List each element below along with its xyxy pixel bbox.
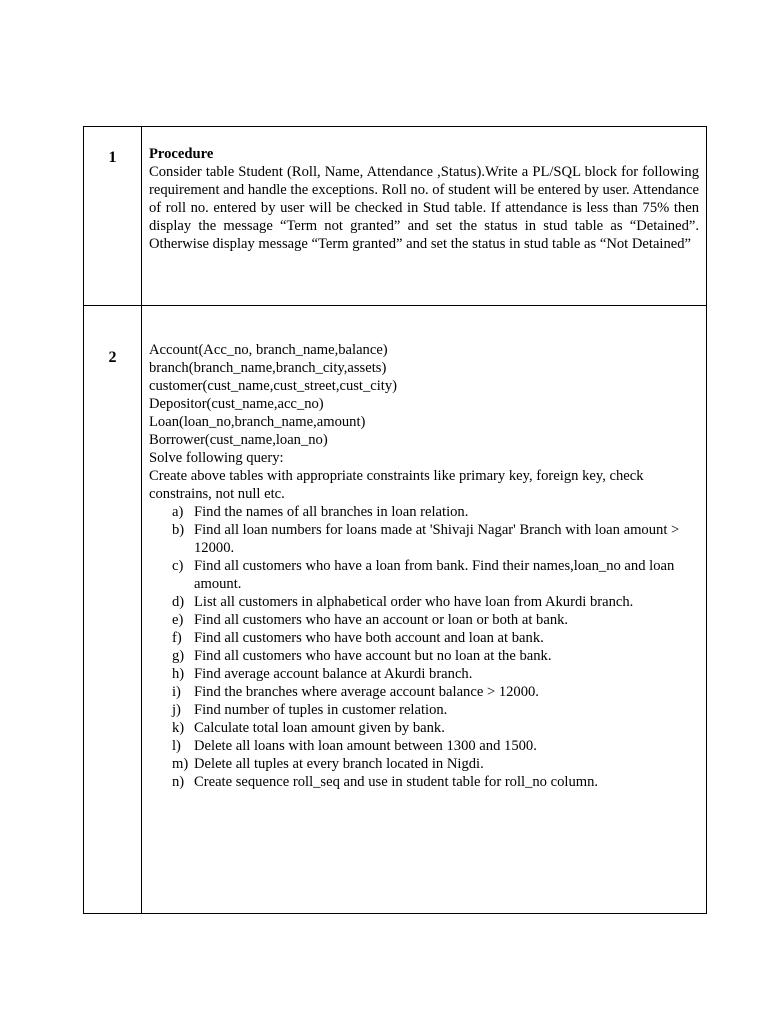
- list-marker: j): [172, 702, 181, 718]
- schema-list: [149, 341, 699, 449]
- query-text: Delete all tuples at every branch located in Nigdi.: [194, 756, 484, 772]
- solve-label: Solve following query:: [149, 450, 284, 466]
- list-marker: k): [172, 720, 185, 736]
- list-item: [172, 773, 699, 791]
- query-list: [149, 503, 699, 791]
- procedure-text: Consider table Student (Roll, Name, Attendance ,Status).Write a PL/SQL block for following requirement and handle the exceptions. Roll no. of student will be entered by user. Attendance of roll no. entered by user will be checked in Stud table. If attendance is less than 75% then display the message “Term not granted” and set the status in stud table as “Detained”. Otherwise display message “Term granted” and set the status in stud table as “Not Detained”: [149, 164, 699, 252]
- row-number-cell: [84, 306, 142, 914]
- schema-line: Account(Acc_no, branch_name,balance): [149, 342, 388, 358]
- list-marker: a): [172, 504, 184, 520]
- list-marker: m): [172, 756, 189, 772]
- query-text: Create sequence roll_seq and use in student table for roll_no column.: [194, 774, 599, 790]
- list-marker: c): [172, 558, 184, 574]
- query-text: Find all customers who have both account and loan at bank.: [194, 630, 544, 646]
- query-text: Find average account balance at Akurdi branch.: [194, 666, 473, 682]
- query-text: Find the branches where average account balance > 12000.: [194, 684, 539, 700]
- instruction-text: Create above tables with appropriate constraints like primary key, foreign key, check constrains, not null etc.: [149, 468, 644, 502]
- query-text: Find all customers who have a loan from bank. Find their names,loan_no and loan amount.: [194, 558, 675, 592]
- list-marker: f): [172, 630, 182, 646]
- schema-line: Borrower(cust_name,loan_no): [149, 432, 328, 448]
- list-item: [172, 665, 699, 683]
- list-marker: l): [172, 738, 181, 754]
- list-item: [172, 557, 699, 593]
- list-item: [172, 593, 699, 611]
- table-row: [84, 127, 707, 306]
- list-item: [172, 719, 699, 737]
- row-number: 2: [108, 349, 117, 366]
- list-marker: i): [172, 684, 181, 700]
- list-marker: e): [172, 612, 184, 628]
- schema-line: customer(cust_name,cust_street,cust_city): [149, 378, 398, 394]
- list-item: [172, 647, 699, 665]
- list-marker: b): [172, 522, 185, 538]
- list-item: [172, 737, 699, 755]
- procedure-heading: Procedure: [149, 146, 214, 162]
- row-number: 1: [108, 149, 117, 166]
- list-item: [172, 683, 699, 701]
- schema-line: Loan(loan_no,branch_name,amount): [149, 414, 366, 430]
- query-text: Find all customers who have account but no loan at the bank.: [194, 648, 552, 664]
- list-marker: h): [172, 666, 185, 682]
- query-text: Find number of tuples in customer relation.: [194, 702, 448, 718]
- list-item: [172, 611, 699, 629]
- list-item: [172, 701, 699, 719]
- query-text: Find all loan numbers for loans made at 'Shivaji Nagar' Branch with loan amount > 12000.: [194, 522, 680, 556]
- list-marker: d): [172, 594, 185, 610]
- list-item: [172, 629, 699, 647]
- schema-line: Depositor(cust_name,acc_no): [149, 396, 324, 412]
- query-text: Find all customers who have an account or loan or both at bank.: [194, 612, 569, 628]
- table-row: [84, 306, 707, 914]
- schema-line: branch(branch_name,branch_city,assets): [149, 360, 387, 376]
- row-number-cell: [84, 127, 142, 306]
- query-text: Calculate total loan amount given by bank.: [194, 720, 445, 736]
- list-item: [172, 521, 699, 557]
- row-content-cell: [142, 127, 707, 306]
- assignment-table: [83, 126, 707, 914]
- list-item: [172, 755, 699, 773]
- list-marker: g): [172, 648, 185, 664]
- row-content-cell: [142, 306, 707, 914]
- query-text: Delete all loans with loan amount between 1300 and 1500.: [194, 738, 537, 754]
- query-text: List all customers in alphabetical order who have loan from Akurdi branch.: [194, 594, 634, 610]
- query-text: Find the names of all branches in loan relation.: [194, 504, 469, 520]
- list-marker: n): [172, 774, 185, 790]
- list-item: [172, 503, 699, 521]
